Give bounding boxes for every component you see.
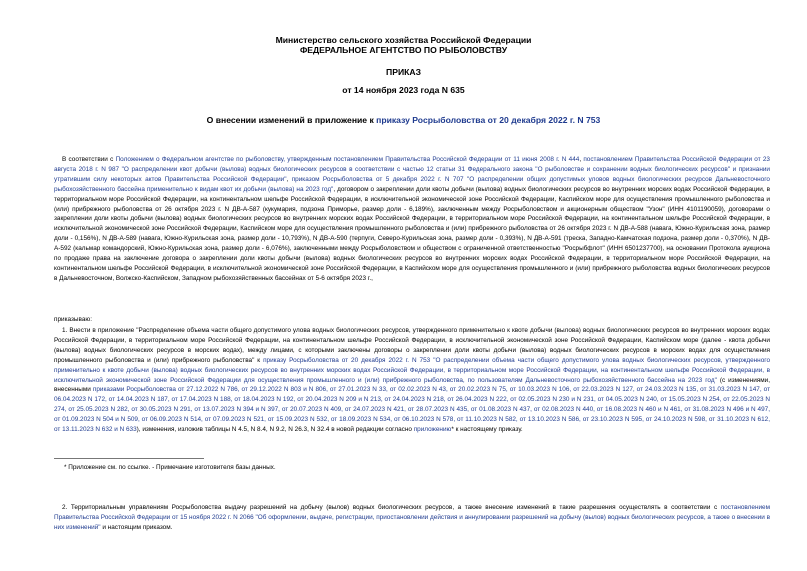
- intro-link-government-resolution[interactable]: постановлением Правительства Российской Федерации от 23 августа 2018 г. N 987 "О распределении квот добычи (вылова) водных биологических ресурсов в соответствии с частью 12 статьи 31 Федерального закона "О рыболовстве и сохранении водных биологических ресурсов" и признании утратившим силу некоторых актов Правительства Российской Федерации": [54, 156, 770, 183]
- item-1-text-4: * к настоящему приказу.: [451, 426, 523, 434]
- order-word: приказываю:: [54, 316, 92, 323]
- item-1-link-appendix[interactable]: приложению: [413, 426, 452, 434]
- doc-title: [0, 115, 807, 125]
- item-2-text-1: 2. Территориальным управлениям Росрыболовства выдачу разрешений на добычу (вылов) водных биологических ресурсов, а также внесение изменений в такие разрешения осуществлять в соответствии с: [62, 504, 721, 511]
- intro-link-order-707[interactable]: приказом Росрыболовства от 5 декабря 2022 г. N 707 "О распределении общих допустимых уловов водных биологических ресурсов Дальневосточного рыбохозяйственного бассейна применительно к видам квот их добычи (вылова) на 2023 год": [54, 175, 770, 193]
- item-2-link-resolution-2066[interactable]: постановлением Правительства Российской Федерации от 15 ноября 2022 г. N 2066 "Об оформлении, выдаче, регистрации, приостановлении действия и аннулировании разрешений на добычу (вылов) водных биологических ресурсов, а также о внесении в них изменений": [54, 504, 770, 531]
- ministry-name: Министерство сельского хозяйства Российской Федерации: [275, 35, 532, 45]
- doc-title-text: О внесении изменений в приложение к: [206, 115, 377, 125]
- intro-text-2: ,: [579, 156, 584, 163]
- intro-text-4: , договором о закреплении доли квоты добычи (вылова) водных биологических ресурсов во внутренних морских водах Российской Федерации, в территориальном море Российской Федерации, на континентальном шельфе Российской Федерации, в исключительной экономической зоне Российской Федерации, Каспийском море для осуществления промышленного рыболовства и (или) прибрежного рыболовства от 26 октября 2023 г. N ДВ-А-587 (кукумария, подзона Приморье, размер доли - 6,189%), заключенным между Росрыболовством и акционерным обществом "Узон" (ИНН 4101190059), договорами о закреплении доли квоты добычи (вылова) водных биологических ресурсов во внутренних морских водах Российской Федерации, в территориальном море Российской Федерации, на континентальном шельфе Российской Федерации, в исключительной экономической зоне Российской Федерации, Каспийском море для осуществления промышленного рыболовства и (или) прибрежного рыболовства от 26 октября 2023 г. N ДВ-А-588 (навага, Южно-Курильская зона, размер доли - 0,156%), N ДВ-А-589 (навага, Южно-Курильская зона, размер доли - 10,793%), N ДВ-А-590 (терпуги, Северо-Курильская зона, размер доли - 0,393%), N ДВ-А-591 (треска, Западно-Камчатская подзона, размер доли - 0,370%), N ДВ-А-592 (кальмар командорский, Южно-Курильская зона, размер доли - 6,076%), заключенными между Росрыболовством и обществом с ограниченной ответственностью "Росрыбфлот" (ИНН 6501237700), на основании Протокола аукциона по продаже права на заключение договора о закреплении доли квоты добычи (вылова) водных биологических ресурсов во внутренних морских водах Российской Федерации, в территориальном море Российской Федерации, на континентальном шельфе Российской Федерации, в исключительной экономической зоне Российской Федерации, в Каспийском море для осуществления промышленного и (или) прибрежного рыболовства водных биологических ресурсов в Дальневосточном, Волжско-Каспийском, Западном рыбохозяйственных бассейнах от 5-6 октября 2023 г.,: [54, 185, 770, 282]
- intro-text-3: ,: [286, 175, 292, 183]
- intro-link-agency-regulation[interactable]: Положением о Федеральном агентстве по рыболовству, утвержденным постановлением Правительства Российской Федерации от 11 июня 2008 г. N 444: [115, 156, 580, 163]
- intro-text-1: В соответствии с: [62, 156, 116, 163]
- item-1-text-2: (с изменениями, внесенными: [54, 376, 770, 394]
- doc-date: от 14 ноября 2023 года N 635: [342, 85, 465, 95]
- item-1-paragraph: [54, 326, 770, 435]
- item-2-paragraph: [54, 503, 770, 533]
- item-1-link-order-753[interactable]: приказу Росрыболовства от 20 декабря 2022 г. N 753 "О распределении объема части общего допустимого улова водных биологических ресурсов, утвержденного применительно к квоте добычи (вылова) водных биологических ресурсов во внутренних морских водах Российской Федерации, в территориальном море Российской Федерации, на континентальном шельфе Российской Федерации, в исключительной экономической зоне Российской Федерации для осуществления промышленного и (или) прибрежного рыболовства, по пользователям Дальневосточного рыбохозяйственного бассейна на 2023 год": [54, 356, 770, 384]
- doc-title-link[interactable]: приказу Росрыболовства от 20 декабря 2022 г. N 753: [376, 115, 601, 125]
- item-1-text-3: ), изменения, изложив таблицы N 4.5, N 8.4, N 9.2, N 26.3, N 32.4 в новой редакции согласно: [136, 426, 414, 434]
- footnote-text: * Приложение см. по ссылке. - Примечание изготовителя базы данных.: [64, 464, 276, 471]
- footnote-divider: [54, 458, 204, 459]
- intro-paragraph: [54, 155, 770, 284]
- item-2-text-2: и настоящим приказом.: [100, 523, 173, 531]
- item-1-link-amending-orders[interactable]: приказами Росрыболовства от 27.12.2022 N 786, от 29.12.2022 N 803 и N 806, от 27.01.2023 N 33, от 02.02.2023 N 43, от 20.02.2023 N 75, от 10.03.2023 N 106, от 22.03.2023 N 127, от 24.03.2023 N 135, от 31.03.2023 N 147, от 06.04.2023 N 172, от 14.04.2023 N 187, от 17.04.2023 N 188, от 18.04.2023 N 192, от 20.04.2023 N 209 и N 213, от 24.04.2023 N 218, от 26.04.2023 N 222, от 02.05.2023 N 230 и N 231, от 04.05.2023 N 240, от 15.05.2023 N 254, от 22.05.2023 N 274, от 25.05.2023 N 282, от 30.05.2023 N 291, от 13.07.2023 N 394 и N 397, от 20.07.2023 N 409, от 24.07.2023 N 421, от 28.07.2023 N 435, от 01.08.2023 N 437, от 02.08.2023 N 440, от 16.08.2023 N 460 и N 461, от 31.08.2023 N 496 и N 497, от 01.09.2023 N 504 и N 509, от 06.09.2023 N 514, от 07.09.2023 N 521, от 15.09.2023 N 532, от 18.09.2023 N 534, от 06.10.2023 N 578, от 11.10.2023 N 582, от 13.10.2023 N 586, от 23.10.2023 N 595, от 24.10.2023 N 598, от 31.10.2023 N 612, от 13.11.2023 N 632 и N 633: [54, 386, 770, 434]
- doc-type: ПРИКАЗ: [386, 67, 421, 77]
- agency-name: ФЕДЕРАЛЬНОЕ АГЕНТСТВО ПО РЫБОЛОВСТВУ: [299, 45, 508, 55]
- item-1-text-1: 1. Внести в приложение "Распределение объема части общего допустимого улова водных биологических ресурсов, утвержденного применительно к квоте добычи (вылова) водных биологических ресурсов во внутренних морских водах Российской Федерации, в территориальном море Российской Федерации, на континентальном шельфе Российской Федерации, в исключительной экономической зоне Российской Федерации, Каспийском море (далее - квота добычи (вылова) водных биологических ресурсов в морских водах), между лицами, с которыми заключены договоры о закреплении доли квоты добычи (вылова) водных биологических ресурсов в морских водах для осуществления промышленного рыболовства и (или) прибрежного рыболовства" к: [54, 327, 770, 364]
